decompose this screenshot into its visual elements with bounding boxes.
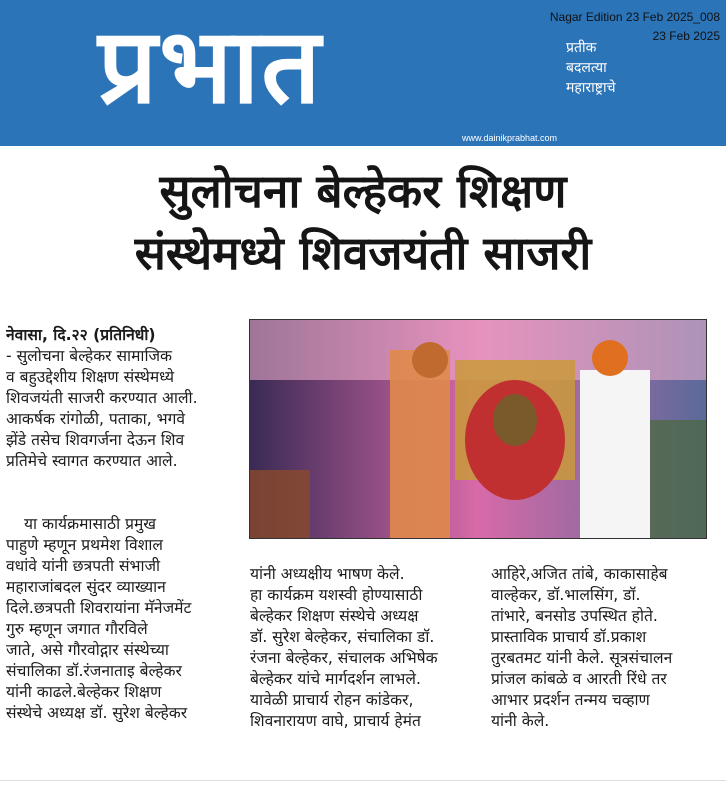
body-line: बेल्हेकर यांचे मार्गदर्शन लाभले. bbox=[250, 670, 421, 688]
body-line: आकर्षक रांगोळी, पताका, भगवे bbox=[6, 410, 186, 428]
body-line: झेंडे तसेच शिवगर्जना देऊन शिव bbox=[6, 431, 185, 449]
body-line: रंजना बेल्हेकर, संचालक अभिषेक bbox=[250, 649, 438, 667]
tagline-line: बदलत्या bbox=[566, 60, 607, 76]
body-line: जाते, असे गौरवोद्गार संस्थेच्या bbox=[6, 641, 169, 659]
website-url: www.dainikprabhat.com bbox=[462, 133, 558, 143]
body-line: यावेळी प्राचार्य रोहन कांडेकर, bbox=[250, 691, 414, 709]
body-line: आभार प्रदर्शन तन्मय चव्हाण bbox=[491, 691, 650, 709]
footer-divider bbox=[0, 780, 726, 781]
article-column-1-top bbox=[6, 325, 228, 472]
headline-line: संस्थेमध्ये शिवजयंती साजरी bbox=[134, 226, 592, 280]
body-line: तांभारे, बनसोड उपस्थित होते. bbox=[491, 607, 658, 625]
body-line: आहिरे,अजित तांबे, काकासाहेब bbox=[491, 565, 668, 583]
article-column-2 bbox=[250, 564, 464, 732]
body-line: प्रास्ताविक प्राचार्य डॉ.प्रकाश bbox=[491, 628, 647, 646]
tagline-line: महाराष्ट्राचे bbox=[566, 80, 616, 96]
headline-line: सुलोचना बेल्हेकर शिक्षण bbox=[159, 164, 567, 218]
article-headline bbox=[0, 160, 726, 284]
article-column-1-bottom bbox=[6, 514, 228, 724]
body-line: यांनी अध्यक्षीय भाषण केले. bbox=[250, 565, 405, 583]
body-line: दिले.छत्रपती शिवरायांना मॅनेजमेंट bbox=[6, 599, 192, 617]
body-line: महाराजांबदल सुंदर व्याख्यान bbox=[6, 578, 166, 596]
event-photo bbox=[249, 319, 707, 539]
body-line: हा कार्यक्रम यशस्वी होण्यासाठी bbox=[250, 586, 423, 604]
body-line: वाल्हेकर, डॉ.भालसिंग, डॉ. bbox=[491, 586, 641, 604]
dateline: नेवासा, दि.२२ (प्रतिनिधी) bbox=[6, 326, 156, 344]
body-line: शिवनारायण वाघे, प्राचार्य हेमंत bbox=[250, 712, 421, 730]
body-line: व बहुउद्देशीय शिक्षण संस्थेमध्ये bbox=[6, 368, 175, 386]
body-line: बेल्हेकर शिक्षण संस्थेचे अध्यक्ष bbox=[250, 607, 419, 625]
event-photo-illustration bbox=[250, 320, 706, 538]
edition-date: 23 Feb 2025 bbox=[652, 29, 720, 43]
body-line: संस्थेचे अध्यक्ष डॉ. सुरेश बेल्हेकर bbox=[6, 704, 188, 722]
body-line: शिवजयंती साजरी करण्यात आली. bbox=[6, 389, 198, 407]
body-line: प्रतिमेचे स्वागत करण्यात आले. bbox=[6, 452, 178, 470]
body-line: वधांवे यांनी छत्रपती संभाजी bbox=[6, 557, 161, 575]
article-column-3 bbox=[491, 564, 711, 732]
body-line: संचालिका डॉ.रंजनाताइ बेल्हेकर bbox=[6, 662, 182, 680]
body-line: यांनी काढले.बेल्हेकर शिक्षण bbox=[6, 683, 162, 701]
body-line: तुरबतमट यांनी केले. सूत्रसंचालन bbox=[491, 649, 673, 667]
body-line: प्रांजल कांबळे व आरती रिंधे तर bbox=[491, 670, 667, 688]
body-line: यांनी केले. bbox=[491, 712, 550, 730]
body-line: पाहुणे म्हणून प्रथमेश विशाल bbox=[6, 536, 163, 554]
edition-info bbox=[550, 8, 720, 46]
body-line: - सुलोचना बेल्हेकर सामाजिक bbox=[6, 347, 173, 365]
edition-line: Nagar Edition 23 Feb 2025_008 bbox=[549, 10, 720, 24]
body-line: गुरु म्हणून जगात गौरविले bbox=[6, 620, 148, 638]
tagline-line: प्रतीक bbox=[566, 40, 597, 56]
masthead-tagline bbox=[566, 38, 666, 98]
body-line: डॉ. सुरेश बेल्हेकर, संचालिका डॉ. bbox=[250, 628, 435, 646]
newspaper-logo: प्रभात bbox=[98, 5, 323, 127]
body-line: या कार्यक्रमासाठी प्रमुख bbox=[24, 515, 157, 533]
